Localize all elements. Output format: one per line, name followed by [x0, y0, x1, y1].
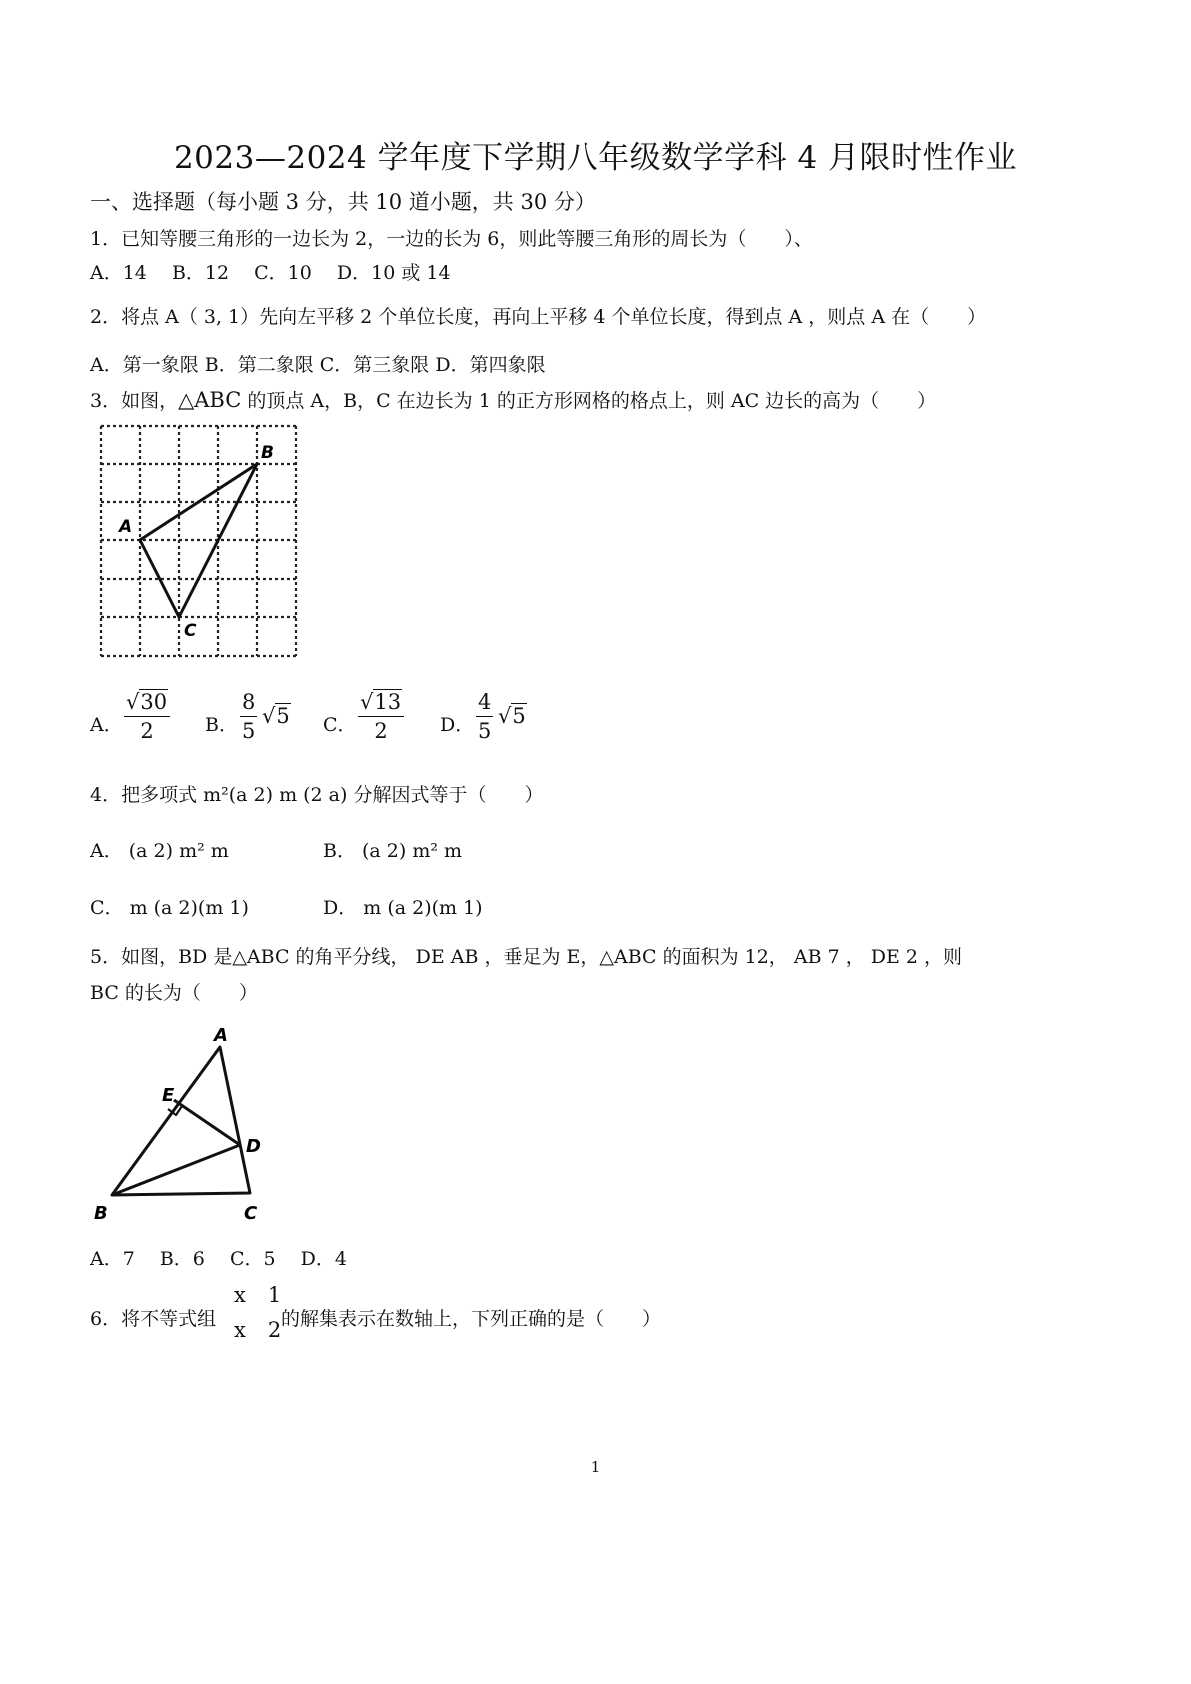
question-3-triangle: △ABC [178, 388, 242, 412]
question-2-options: A．第一象限 B．第二象限 C．第三象限 D．第四象限 [90, 354, 546, 376]
question-1-stem: 1．已知等腰三角形的一边长为 2，一边的长为 6，则此等腰三角形的周长为（ ）、 [90, 228, 813, 250]
label-b: B [261, 443, 274, 463]
q3-option-d-numerator: 4 [478, 690, 492, 714]
question-5-options: A．7 B．6 C．5 D．4 [90, 1248, 347, 1270]
question-3-stem [90, 386, 936, 413]
triangle-abc-q5 [112, 1047, 250, 1195]
q3-option-c-label: C． [323, 714, 357, 736]
q3-option-c-fraction: √13 2 [358, 690, 404, 743]
question-3-grid-figure [95, 420, 315, 665]
question-5-triangle-figure [90, 1015, 290, 1230]
q3-option-a-fraction: √30 2 [124, 690, 170, 743]
question-6-stem-post: 的解集表示在数轴上，下列正确的是（ ） [281, 1308, 662, 1330]
q3-option-b-root: √5 [262, 704, 290, 728]
q3-option-b-numerator: 8 [242, 690, 256, 714]
inequality-1: x 1 [234, 1283, 282, 1307]
q3-option-a-denominator: 2 [140, 719, 154, 743]
question-4-option-d: D． m (a 2)(m 1) [323, 897, 483, 919]
q3-option-d-denominator: 5 [478, 719, 492, 743]
inequality-2: x 2 [234, 1318, 282, 1342]
question-4-option-b: B． (a 2) m² m [323, 840, 463, 862]
question-5-stem-line-1: 5．如图，BD 是△ABC 的角平分线， DE AB ，垂足为 E，△ABC 的面积为 12， AB 7 ， DE 2 ，则 [90, 946, 963, 968]
label-a: A [119, 517, 133, 537]
question-4-option-c: C． m (a 2)(m 1) [90, 897, 249, 919]
page-number: 1 [590, 1458, 601, 1476]
question-3-stem-post: 的顶点 A，B，C 在边长为 1 的正方形网格的格点上，则 AC 边长的高为（ ） [241, 390, 937, 412]
q3-option-b-fraction [240, 690, 257, 743]
label-b-q5: B [94, 1203, 108, 1224]
question-1-options: A．14 B．12 C．10 D．10 或 14 [90, 262, 451, 284]
label-c-q5: C [244, 1203, 258, 1224]
question-6-stem-pre: 6．将不等式组 [90, 1308, 217, 1330]
q3-option-c-denominator: 2 [374, 719, 388, 743]
q3-option-b-label: B． [205, 714, 238, 736]
question-2-stem: 2．将点 A（ 3, 1）先向左平移 2 个单位长度，再向上平移 4 个单位长度，得到点 A ，则点 A 在（ ） [90, 306, 987, 328]
segment-de [174, 1100, 240, 1145]
q3-option-b-denominator: 5 [242, 719, 256, 743]
q3-option-d-root: √5 [498, 704, 526, 728]
label-a-q5: A [214, 1025, 228, 1046]
question-4-option-a: A． (a 2) m² m [90, 840, 229, 862]
q3-option-c-numerator: 13 [374, 690, 402, 714]
label-e-q5: E [162, 1085, 175, 1106]
question-4-stem: 4．把多项式 m²(a 2) m (2 a) 分解因式等于（ ） [90, 784, 544, 806]
question-5-stem-line-2: BC 的长为（ ） [90, 982, 258, 1004]
q3-option-d-fraction [476, 690, 493, 743]
page-title: 2023—2024 学年度下学期八年级数学学科 4 月限时性作业 [173, 140, 1018, 176]
label-c: C [184, 621, 197, 641]
q3-option-a-numerator: 30 [140, 690, 168, 714]
label-d-q5: D [246, 1136, 261, 1157]
question-3-stem-pre: 3．如图， [90, 390, 179, 412]
q3-option-d-label: D． [440, 714, 475, 736]
section-heading: 一、选择题（每小题 3 分，共 10 道小题，共 30 分） [90, 190, 596, 214]
q3-option-a-label: A． [90, 714, 123, 736]
